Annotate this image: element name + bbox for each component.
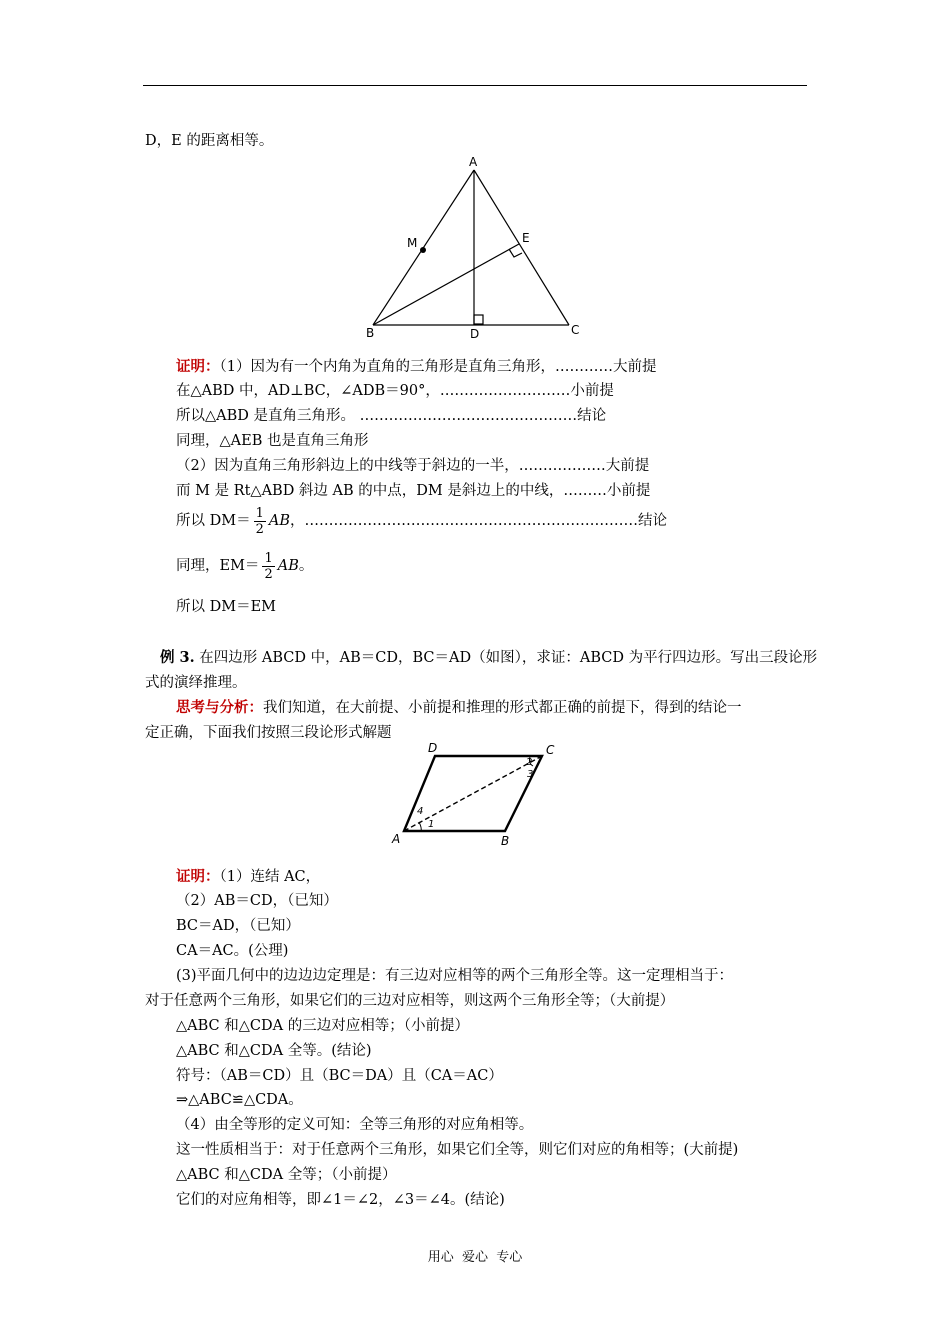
label-b: B <box>366 326 375 340</box>
right-angle-e <box>509 249 522 257</box>
label-a: A <box>392 832 401 846</box>
angle-label-3: 3 <box>527 769 534 780</box>
proof1-line6: 而 M 是 Rt△ABD 斜边 AB 的中点，DM 是斜边上的中线，………小前提 <box>176 483 651 499</box>
proof2-line4: CA＝AC。(公理) <box>176 943 289 959</box>
angle-label-2: 2 <box>526 757 533 768</box>
side-ac <box>474 170 569 325</box>
altitude-be <box>373 244 519 325</box>
analysis-heading: 思考与分析： <box>176 699 263 716</box>
analysis-line1: 思考与分析：我们知道，在大前提、小前提和推理的形式都正确的前提下，得到的结论一 <box>176 699 742 716</box>
proof1-line5: （2）因为直角三角形斜边上的中线等于斜边的一半，………………大前提 <box>176 458 650 474</box>
proof2-line3: BC＝AD，（已知） <box>176 918 300 934</box>
proof1-line9: 所以 DM＝EM <box>176 599 277 615</box>
label-e: E <box>522 231 530 245</box>
proof1-heading: 证明： <box>176 358 220 375</box>
proof2-line6: 对于任意两个三角形，如果它们的三边对应相等，则这两个三角形全等；（大前提） <box>145 993 675 1009</box>
analysis-line2: 定正确，下面我们按照三段论形式解题 <box>145 725 392 741</box>
label-m: M <box>407 236 418 250</box>
proof2-line14: 它们的对应角相等，即∠1＝∠2，∠3＝∠4。(结论) <box>176 1192 505 1208</box>
header-rule <box>143 85 807 86</box>
footer-text: 用心 爱心 专心 <box>427 1250 523 1265</box>
proof1-line3: 所以△ABD 是直角三角形。 ………………………………………结论 <box>176 408 607 424</box>
proof2-line8: △ABC 和△CDA 全等。(结论) <box>176 1043 372 1059</box>
proof2-line11: （4）由全等形的定义可知：全等三角形的对应角相等。 <box>176 1117 534 1133</box>
example3-line1: 例 3. 在四边形 ABCD 中，AB＝CD，BC＝AD（如图），求证：ABCD 为平行四边形。写出三段论形 <box>160 649 818 666</box>
proof2-line7: △ABC 和△CDA 的三边对应相等；（小前提） <box>176 1018 469 1034</box>
proof2-line2: （2）AB＝CD，（已知） <box>176 893 338 909</box>
example3-line2: 式的演绎推理。 <box>145 675 247 691</box>
fraction-half: $\frac{1}{2}$ <box>255 505 264 537</box>
label-c: C <box>546 743 555 757</box>
proof2-line1: 证明：（1）连结 AC， <box>176 868 321 885</box>
label-d: D <box>470 327 480 341</box>
example3-label: 例 3. <box>160 649 195 666</box>
proof1-line1: 证明：（1）因为有一个内角为直角的三角形是直角三角形，…………大前提 <box>176 358 657 375</box>
proof1-line2: 在△ABD 中，AD⊥BC，∠ADB＝90°，………………………小前提 <box>176 383 614 399</box>
proof1-line4: 同理，△AEB 也是直角三角形 <box>176 433 369 449</box>
parallelogram-abcd <box>404 756 542 831</box>
proof2-line9: 符号：（AB＝CD）且（BC＝DA）且（CA＝AC） <box>176 1068 503 1084</box>
label-c: C <box>571 323 580 337</box>
angle-label-1: 1 <box>428 819 435 830</box>
proof2-line13: △ABC 和△CDA 全等；（小前提） <box>176 1167 397 1183</box>
proof2-heading: 证明： <box>176 868 220 885</box>
proof1-line7: 所以 DM＝ $\frac{1}{2}$ AB，……………………………………………………………结论 <box>176 505 668 537</box>
parallelogram-figure <box>385 740 570 850</box>
label-b: B <box>501 834 510 848</box>
midpoint-m <box>420 247 426 253</box>
label-a: A <box>469 155 478 169</box>
proof1-line8: 同理，EM＝ $\frac{1}{2}$ AB。 <box>176 550 314 582</box>
proof2-line12: 这一性质相当于：对于任意两个三角形，如果它们全等，则它们对应的角相等；(大前提) <box>176 1142 739 1158</box>
fraction-half: $\frac{1}{2}$ <box>264 550 273 582</box>
diagonal-ac <box>404 756 542 831</box>
right-angle-d <box>474 315 483 324</box>
intro-text: D，E 的距离相等。 <box>145 133 274 149</box>
angle-label-4: 4 <box>417 806 424 817</box>
triangle-figure <box>360 150 600 345</box>
label-d: D <box>428 741 438 755</box>
angle-arc-a <box>419 822 421 831</box>
proof2-line5: (3)平面几何中的边边边定理是：有三边对应相等的两个三角形全等。这一定理相当于： <box>176 968 734 984</box>
proof2-line10: ⇒△ABC≌△CDA。 <box>176 1092 303 1108</box>
